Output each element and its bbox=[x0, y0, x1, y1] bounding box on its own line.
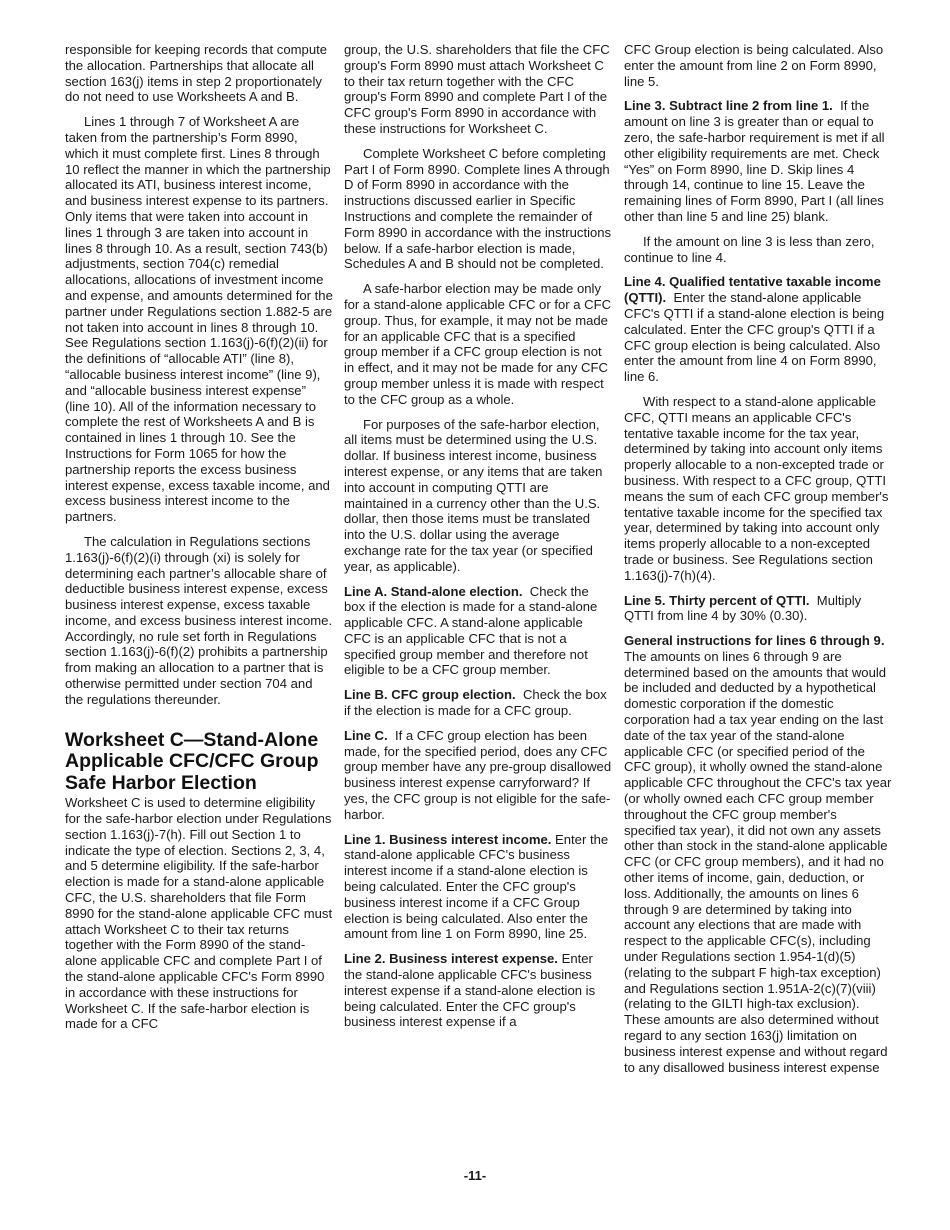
paragraph: responsible for keeping records that compute the allocation. Partnerships that allocate all section 163(j) items in step 2 proportionately do not need to use Worksheets A and B. bbox=[65, 42, 328, 105]
column-middle bbox=[344, 42, 612, 1039]
instruction-text: The amounts on lines 6 through 9 are determined based on the amounts that would be included and deducted by a hypothetical domestic corporation if the domestic corporation had a tax year ending on the last date of the tax year of the stand-alone applicable CFC (or specified period of the CFC group), it wholly owned the stand-alone applicable CFC throughout the CFC's tax year (or wholly owned each CFC group member throughout the CFC group member's specified tax year), it did not own any assets other than stock in the stand-alone applicable CFC (or CFC group members), and it had no other items of income, gain, deduction, or loss. Additionally, the amounts on lines 6 through 9 are determined by taking into account any elections that are made with respect to the applicable CFC(s), including under Regulations section 1.954-1(d)(5) (relating to the subpart F high-tax exception) and Regulations section 1.951A-2(c)(7)(viii) (relating to the GILTI high-tax exclusion). These amounts are also determined without regard to any section 163(j) limitation on business interest expense and without regard to any disallowed business interest expense bbox=[624, 648, 892, 1075]
paragraph: Lines 1 through 7 of Worksheet A are taken from the partnership’s Form 8990, which it must complete first. Lines 8 through 10 reflect the manner in which the partnership allocated its ATI, business interest income, and business interest expense to its partners. Only items that were taken into account in lines 1 through 3 are taken into account in lines 8 through 10. As a result, section 743(b) adjustments, section 704(c) remedial allocations, allocations of investment income and expense, and amounts determined for the partner under Regulations section 1.882-5 are not taken into account in lines 8 through 10. See Regulations section 1.163(j)-6(f)(2)(ii) for the definitions of “allocable ATI” (line 8), “allocable business interest income” (line 9), and “allocable business interest expense” (line 10). All of the information necessary to complete the rest of Worksheets A and B is contained in lines 1 through 10. See the Instructions for Form 1065 for how the partnership reports the excess business interest expense, excess taxable income, and excess business interest income to the partners. bbox=[65, 114, 333, 525]
paragraph: group, the U.S. shareholders that file the CFC group's Form 8990 must attach Worksheet C to their tax return together with the CFC group's Form 8990 and complete Part I of the CFC group's Form 8990 in accordance with these instructions for Worksheet C. bbox=[344, 42, 610, 136]
page-number: -11- bbox=[463, 1168, 487, 1183]
section-heading: Worksheet C—Stand-Alone Applicable CFC/CFC Group Safe Harbor Election bbox=[65, 728, 319, 794]
run-in-heading: Line 5. Thirty percent of QTTI. bbox=[624, 592, 810, 608]
line-instruction bbox=[344, 951, 612, 1030]
line-instruction bbox=[624, 274, 892, 385]
line-instruction bbox=[624, 593, 892, 625]
column-right bbox=[624, 42, 892, 1084]
paragraph: If the amount on line 3 is less than zero, continue to line 4. bbox=[624, 233, 875, 265]
paragraph: For purposes of the safe-harbor election, all items must be determined using the U.S. dollar. If business interest income, business interest expense, or any items that are taken into account in computing QTTI are maintained in a currency other than the U.S. dollar, then those items must be translated into the U.S. dollar using the average exchange rate for the tax year (or specified year, as applicable). bbox=[344, 416, 603, 574]
run-in-heading: Line B. CFC group election. bbox=[344, 687, 516, 703]
column-left bbox=[65, 42, 333, 1041]
instruction-text: Check the box if the election is made for a CFC group. bbox=[344, 687, 607, 719]
instruction-text: Enter the stand-alone applicable CFC's business interest income if a stand-alone election is being calculated. Enter the CFC group's business interest income if a CFC Group election is being calculated. Also enter the amount from line 1 on Form 8990, line 25. bbox=[344, 831, 609, 942]
instruction-text: If a CFC group election has been made, for the specified period, does any CFC group member have any pre-group disallowed business interest expense carryforward? If yes, the CFC group is not eligible for the safe-harbor. bbox=[344, 727, 612, 822]
line-instruction bbox=[344, 832, 612, 943]
line-instruction bbox=[344, 584, 612, 679]
run-in-heading: Line C. bbox=[344, 727, 388, 743]
run-in-heading: Line 3. Subtract line 2 from line 1. bbox=[624, 98, 833, 114]
line-instruction bbox=[624, 633, 892, 1075]
paragraph: The calculation in Regulations sections 1.163(j)-6(f)(2)(i) through (xi) is solely for determining each partner’s allocable share of deductible business interest expense, excess business interest expense, excess taxable income, and excess business interest income. Accordingly, no rule set forth in Regulations section 1.163(j)-6(f)(2) prohibits a partnership from making an allocation to a partner that is otherwise permitted under section 704 and the regulations thereunder. bbox=[65, 533, 333, 707]
paragraph: Worksheet C is used to determine eligibility for the safe-harbor election under Regulations section 1.163(j)-7(h). Fill out Section 1 to indicate the type of election. Sections 2, 3, 4, and 5 determine eligibility. If the safe-harbor election is made for a stand-alone applicable CFC, the U.S. shareholders that file Form 8990 for the stand-alone applicable CFC must attach Worksheet C to their tax returns together with the Form 8990 of the stand-alone applicable CFC and complete Part I of the stand-alone applicable CFC's Form 8990 in accordance with these instructions for Worksheet C. If the safe-harbor election is made for a CFC bbox=[65, 795, 333, 1032]
line-instruction bbox=[344, 728, 612, 823]
paragraph: CFC Group election is being calculated. Also enter the amount from line 2 on Form 8990, line 5. bbox=[624, 42, 884, 89]
run-in-heading: Line 1. Business interest income. bbox=[344, 831, 552, 847]
run-in-heading: Line 2. Business interest expense. bbox=[344, 951, 558, 967]
instruction-text: Multiply QTTI from line 4 by 30% (0.30). bbox=[624, 592, 862, 624]
run-in-heading: General instructions for lines 6 through 9. bbox=[624, 633, 885, 649]
paragraph: A safe-harbor election may be made only for a stand-alone applicable CFC or for a CFC group. Thus, for example, it may not be made for an applicable CFC that is a specified group member if a CFC group election is not in effect, and it may not be made for any CFC group member unless it is made with respect to the CFC group as a whole. bbox=[344, 281, 612, 407]
instruction-text: Enter the stand-alone applicable CFC's business interest expense if a stand-alone election is being calculated. Enter the CFC group's business interest expense if a bbox=[344, 951, 596, 1030]
paragraph: With respect to a stand-alone applicable CFC, QTTI means an applicable CFC's tentative taxable income for the tax year, determined by taking into account only items properly allocable to a non-excepted trade or business. With respect to a CFC group, QTTI means the sum of each CFC group member's tentative taxable income for the specified tax year, determined by taking into account only items properly allocable to a non-excepted trade or business. See Regulations section 1.163(j)-7(h)(4). bbox=[624, 393, 889, 583]
instruction-text: If the amount on line 3 is greater than or equal to zero, the safe-harbor requirement is met if all other eligibility requirements are met. Check “Yes” on Form 8990, line D. Skip lines 4 through 14, continue to line 15. Leave the remaining lines of Form 8990, Part I (all lines other than line 5 and line 25) blank. bbox=[624, 98, 885, 224]
line-instruction bbox=[624, 98, 892, 224]
run-in-heading: Line 4. Qualified tentative taxable income (QTTI). bbox=[624, 274, 881, 306]
paragraph: Complete Worksheet C before completing Part I of Form 8990. Complete lines A through D of Form 8990 in accordance with the instructions discussed earlier in Specific Instructions and complete the remainder of Form 8990 in accordance with the instructions below. If a safe-harbor election is made, Schedules A and B should not be completed. bbox=[344, 145, 612, 272]
run-in-heading: Line A. Stand-alone election. bbox=[344, 583, 523, 599]
line-instruction bbox=[344, 687, 612, 719]
instruction-text: Check the box if the election is made for a stand-alone applicable CFC. A stand-alone applicable CFC is an applicable CFC that is not a specified group member and therefore not eligible to be a CFC group member. bbox=[344, 583, 598, 678]
instruction-text: Enter the stand-alone applicable CFC's QTTI if a stand-alone election is being calculated. Enter the CFC group's QTTI if a CFC group election is being calculated. Also enter the amount from line 4 on Form 8990, line 6. bbox=[624, 290, 885, 385]
